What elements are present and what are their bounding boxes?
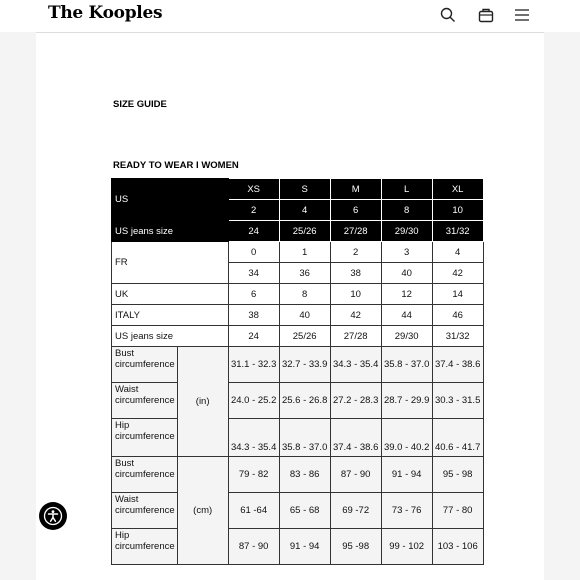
table-cell: 34 [228, 263, 279, 284]
table-row [112, 242, 484, 263]
table-cell: 103 - 106 [432, 529, 483, 565]
uk-label: UK [112, 284, 229, 305]
page-title: SIZE GUIDE [113, 99, 167, 110]
table-cell: 37.4 - 38.6 [330, 419, 381, 457]
table-cell: 25/26 [279, 221, 330, 242]
bag-icon[interactable] [476, 5, 496, 25]
hip-label: Hip circumference [112, 419, 178, 457]
size-header: XS [228, 179, 279, 200]
menu-icon[interactable] [512, 5, 532, 25]
size-header: L [381, 179, 432, 200]
table-cell: 3 [381, 242, 432, 263]
table-row [112, 383, 484, 419]
table-cell: 6 [228, 284, 279, 305]
table-cell: 29/30 [381, 221, 432, 242]
table-row [112, 457, 484, 493]
table-cell: 27.2 - 28.3 [330, 383, 381, 419]
table-cell: 91 - 94 [279, 529, 330, 565]
table-cell: 10 [432, 200, 483, 221]
table-cell: 31/32 [432, 221, 483, 242]
table-row [112, 326, 484, 347]
table-cell: 24 [228, 221, 279, 242]
table-cell: 31.1 - 32.3 [228, 347, 279, 383]
table-cell: 40 [381, 263, 432, 284]
table-cell: 25/26 [279, 326, 330, 347]
table-cell: 27/28 [330, 221, 381, 242]
table-cell: 14 [432, 284, 483, 305]
table-cell: 34.3 - 35.4 [330, 347, 381, 383]
table-row [112, 305, 484, 326]
size-header: XL [432, 179, 483, 200]
table-cell: 10 [330, 284, 381, 305]
size-guide-table [111, 178, 484, 565]
table-cell: 8 [381, 200, 432, 221]
table-row [112, 347, 484, 383]
table-cell: 36 [279, 263, 330, 284]
table-cell: 40.6 - 41.7 [432, 419, 483, 457]
table-cell: 79 - 82 [228, 457, 279, 493]
table-row [112, 221, 484, 242]
table-row [112, 493, 484, 529]
table-cell: 35.8 - 37.0 [381, 347, 432, 383]
table-cell: 95 -98 [330, 529, 381, 565]
unit-in-label: (in) [177, 347, 228, 457]
table-cell: 4 [432, 242, 483, 263]
table-cell: 24 [228, 326, 279, 347]
bust-label: Bust circumference [112, 347, 178, 383]
table-cell: 4 [279, 200, 330, 221]
table-cell: 42 [330, 305, 381, 326]
table-cell: 87 - 90 [330, 457, 381, 493]
table-cell: 40 [279, 305, 330, 326]
table-cell: 29/30 [381, 326, 432, 347]
waist-label: Waist circumference [112, 493, 178, 529]
size-header: S [279, 179, 330, 200]
table-cell: 34.3 - 35.4 [228, 419, 279, 457]
us-jeans-label: US jeans size [112, 221, 229, 242]
table-cell: 32.7 - 33.9 [279, 347, 330, 383]
table-cell: 42 [432, 263, 483, 284]
italy-label: ITALY [112, 305, 229, 326]
table-cell: 61 -64 [228, 493, 279, 529]
table-cell: 31/32 [432, 326, 483, 347]
table-cell: 2 [228, 200, 279, 221]
table-cell: 8 [279, 284, 330, 305]
size-header: M [330, 179, 381, 200]
table-cell: 6 [330, 200, 381, 221]
table-cell: 73 - 76 [381, 493, 432, 529]
table-cell: 25.6 - 26.8 [279, 383, 330, 419]
brand-logo[interactable]: The Kooples [48, 3, 163, 23]
section-title: READY TO WEAR I WOMEN [113, 160, 239, 171]
table-cell: 46 [432, 305, 483, 326]
hip-label: Hip circumference [112, 529, 178, 565]
us-label: US [112, 179, 229, 221]
table-cell: 38 [330, 263, 381, 284]
unit-cm-label: (cm) [177, 457, 228, 565]
table-cell: 1 [279, 242, 330, 263]
table-cell: 99 - 102 [381, 529, 432, 565]
table-cell: 95 - 98 [432, 457, 483, 493]
table-row [112, 179, 484, 200]
table-cell: 91 - 94 [381, 457, 432, 493]
table-cell: 12 [381, 284, 432, 305]
table-cell: 39.0 - 40.2 [381, 419, 432, 457]
waist-label: Waist circumference [112, 383, 178, 419]
table-cell: 27/28 [330, 326, 381, 347]
table-cell: 30.3 - 31.5 [432, 383, 483, 419]
bust-label: Bust circumference [112, 457, 178, 493]
table-cell: 77 - 80 [432, 493, 483, 529]
us-jeans-label: US jeans size [112, 326, 229, 347]
table-cell: 0 [228, 242, 279, 263]
table-cell: 44 [381, 305, 432, 326]
table-cell: 87 - 90 [228, 529, 279, 565]
table-cell: 38 [228, 305, 279, 326]
table-cell: 69 -72 [330, 493, 381, 529]
search-icon[interactable] [438, 5, 458, 25]
table-row [112, 419, 484, 457]
table-cell: 24.0 - 25.2 [228, 383, 279, 419]
table-cell: 65 - 68 [279, 493, 330, 529]
fr-label: FR [112, 242, 229, 284]
table-cell: 2 [330, 242, 381, 263]
table-cell: 83 - 86 [279, 457, 330, 493]
table-cell: 35.8 - 37.0 [279, 419, 330, 457]
table-row [112, 284, 484, 305]
table-cell: 28.7 - 29.9 [381, 383, 432, 419]
accessibility-icon[interactable] [39, 502, 67, 530]
table-cell: 37.4 - 38.6 [432, 347, 483, 383]
site-header [0, 0, 580, 32]
table-row [112, 529, 484, 565]
